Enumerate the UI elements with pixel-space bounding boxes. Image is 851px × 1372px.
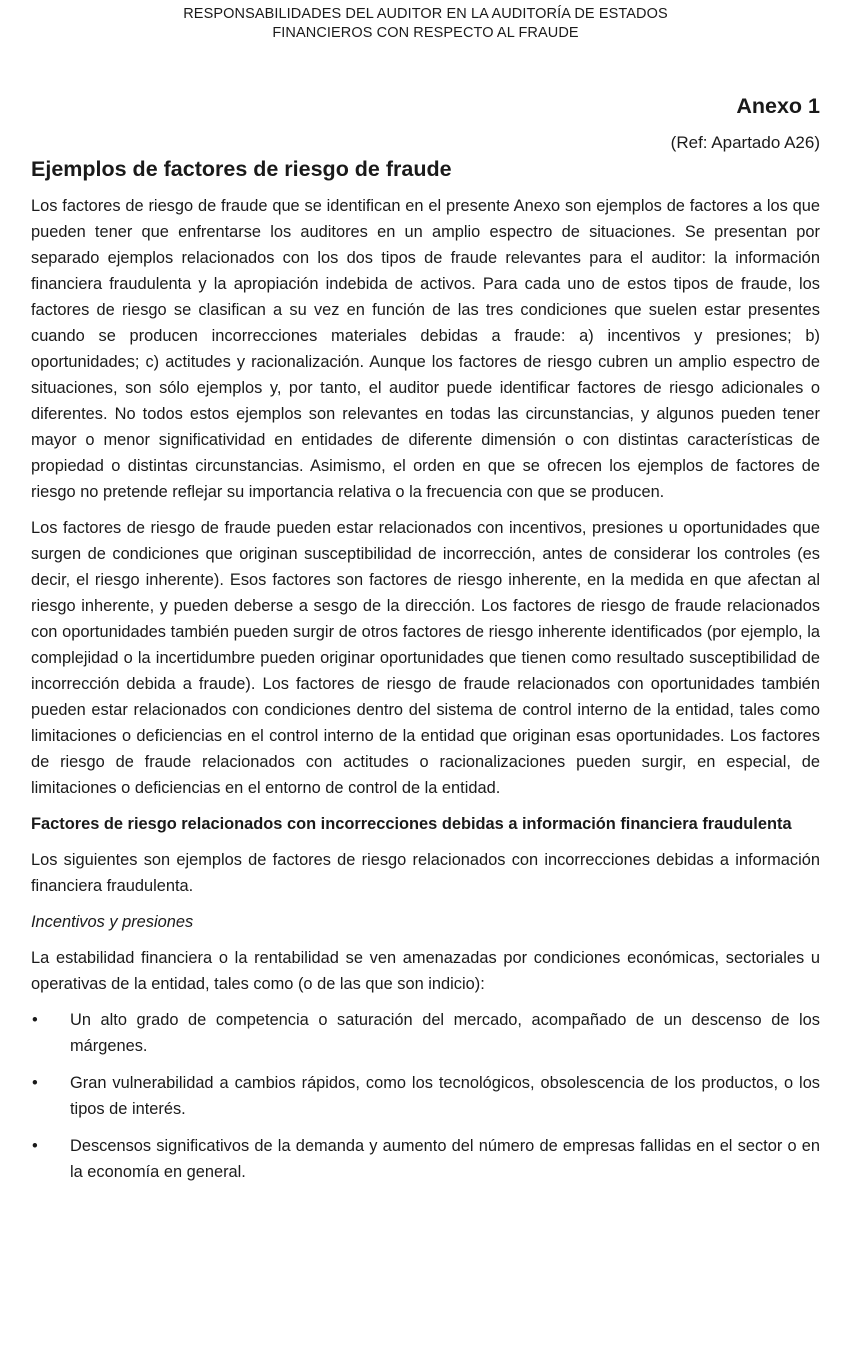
running-header-line-1: RESPONSABILIDADES DEL AUDITOR EN LA AUDITORÍA DE ESTADOS (183, 6, 668, 22)
list-item-text: Gran vulnerabilidad a cambios rápidos, como los tecnológicos, obsolescencia de los productos, o los tipos de interés. (70, 1074, 820, 1118)
bullet-icon: • (32, 1011, 38, 1029)
running-header-line-2: FINANCIEROS CON RESPECTO AL FRAUDE (272, 25, 579, 41)
section-title: Ejemplos de factores de riesgo de fraude (31, 157, 452, 181)
paragraph-intro: Los factores de riesgo de fraude que se identifican en el presente Anexo son ejemplos de factores a los que pueden tener que enfrentarse los auditores en un amplio espectro de situaciones. Se presentan por separado ejemplos relacionados con los dos tipos de fraude relevantes para el auditor: la información financiera fraudulenta y la apropiación indebida de activos. Para cada uno de estos tipos de fraude, los factores de riesgo se clasifican a su vez en función de las tres condiciones que suelen estar presentes cuando se producen incorrecciones materiales debidas a fraude: a) incentivos y presiones; b) oportunidades; c) actitudes y racionalización. Aunque los factores de riesgo cubren un amplio espectro de situaciones, son sólo ejemplos y, por tanto, el auditor puede identificar factores de riesgo adicionales o diferentes. No todos estos ejemplos son relevantes en todas las circunstancias, y algunos pueden tener mayor o menor significatividad en entidades de diferente dimensión o con distintas características de propiedad o distintas circunstancias. Asimismo, el orden en que se ofrecen los ejemplos de factores de riesgo no pretende reflejar su importancia relativa o la frecuencia con que se producen. (31, 197, 820, 501)
bullet-list (31, 1007, 820, 1185)
list-item (31, 1007, 820, 1059)
paragraph-risk-factors: Los factores de riesgo de fraude pueden estar relacionados con incentivos, presiones u oportunidades que surgen de condiciones que originan susceptibilidad de incorrección, antes de considerar los controles (es decir, el riesgo inherente). Esos factores son factores de riesgo inherente, en la medida en que afectan al riesgo inherente, y pueden deberse a sesgo de la dirección. Los factores de riesgo de fraude relacionados con oportunidades también pueden surgir de otros factores de riesgo inherente identificados (por ejemplo, la complejidad o la incertidumbre pueden originar oportunidades que tienen como resultado susceptibilidad de incorrección debida a fraude). Los factores de riesgo de fraude relacionados con oportunidades también pueden estar relacionados con condiciones dentro del sistema de control interno de la entidad, tales como limitaciones o deficiencias en el control interno de la entidad que originan esas oportunidades. Los factores de riesgo de fraude relacionados con actitudes o racionalizaciones pueden surgir, en especial, de limitaciones o deficiencias en el entorno de control de la entidad. (31, 519, 820, 797)
paragraph-examples-intro: Los siguientes son ejemplos de factores de riesgo relacionados con incorrecciones debidas a información financiera fraudulenta. (31, 851, 820, 895)
annex-title: Anexo 1 (736, 94, 820, 118)
annex-reference: (Ref: Apartado A26) (670, 133, 820, 152)
list-item (31, 1070, 820, 1122)
list-item-text: Un alto grado de competencia o saturación del mercado, acompañado de un descenso de los márgenes. (70, 1011, 820, 1055)
bullet-icon: • (32, 1137, 38, 1155)
paragraph-financial-stability: La estabilidad financiera o la rentabilidad se ven amenazadas por condiciones económicas, sectoriales u operativas de la entidad, tales como (o de las que son indicio): (31, 949, 820, 993)
list-item (31, 1133, 820, 1185)
bullet-icon: • (32, 1074, 38, 1092)
subsection-heading: Factores de riesgo relacionados con incorrecciones debidas a información financiera fraudulenta (31, 815, 792, 833)
running-header (31, 0, 820, 43)
subsection-italic-heading: Incentivos y presiones (31, 913, 194, 931)
list-item-text: Descensos significativos de la demanda y aumento del número de empresas fallidas en el sector o en la economía en general. (70, 1137, 820, 1181)
